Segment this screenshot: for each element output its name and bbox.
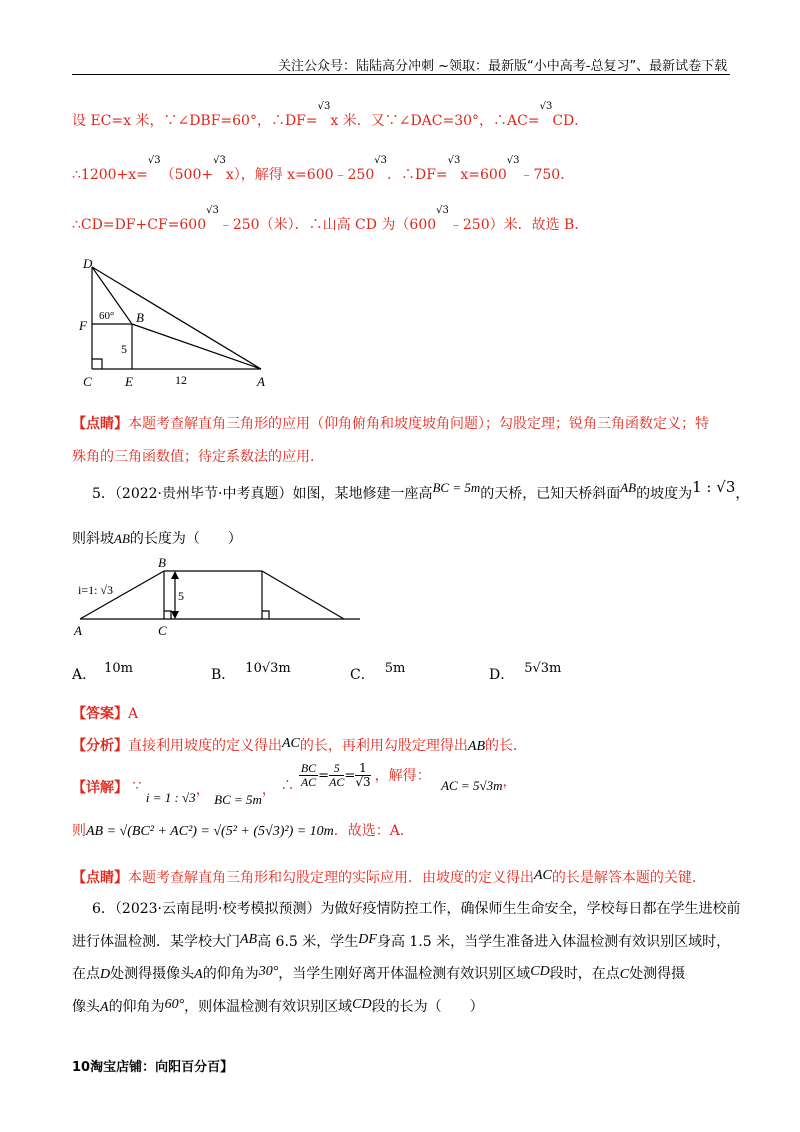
- math: AC = 5√3m: [441, 777, 503, 793]
- label-B: B: [158, 555, 166, 570]
- label-B: B: [136, 310, 144, 325]
- text: ∴CD=DF+CF=600: [72, 217, 207, 233]
- label-F: F: [79, 318, 87, 333]
- fenxi-line: [72, 735, 527, 755]
- xiangjie-line: 【详解】 ∵ i = 1 : √3， BC = 5m， ∴ $\frac{BC}{AC}$ = $\frac{5}{AC}$ = $\frac{1}{√3}$ ，解得： AC = 5√3m，: [72, 761, 517, 807]
- math: AB = √(BC² + AC²) = √(5² + (5√3)²) = 10m: [86, 824, 334, 839]
- right-angle-left: [164, 611, 171, 619]
- math: AB: [467, 739, 485, 754]
- dianjing-tag: 【点睛】: [72, 416, 128, 432]
- text: 则: [72, 823, 86, 839]
- q5-line1: 5．（2022·贵州毕节·中考真题）如图，某地修建一座高BC = 5m的天桥，已知天桥斜面AB的坡度为1 : √3，: [92, 478, 750, 502]
- option-letter: A．: [72, 667, 97, 683]
- therefore: ∴: [280, 777, 295, 794]
- footer: [72, 1056, 233, 1075]
- sqrt: √3: [506, 155, 520, 167]
- text: ．故选：A．: [333, 823, 414, 839]
- option-letter: C．: [350, 667, 375, 683]
- sqrt: √3: [213, 155, 226, 167]
- text: x=600: [460, 167, 507, 183]
- question-number: 6．: [92, 901, 115, 917]
- label-EA: 12: [175, 373, 187, 387]
- option-b[interactable]: [211, 661, 291, 684]
- option-value: 10√3m: [245, 661, 291, 676]
- label-E: E: [125, 374, 133, 389]
- q5-line2: [72, 528, 242, 548]
- arrow-head-up: [171, 571, 179, 579]
- math: AB: [114, 531, 130, 546]
- text: CD．: [552, 113, 589, 129]
- xiangjie-tag: 【详解】: [72, 779, 128, 796]
- text: x 米．又∵∠DAC=30°，∴AC=: [330, 113, 540, 129]
- shop-text: 淘宝店铺：向阳百分百】: [90, 1060, 234, 1075]
- text: 设 EC=x 米，∵∠DBF=60°，∴DF=: [72, 113, 318, 129]
- because: ∵: [132, 777, 142, 794]
- page-number: 10: [72, 1060, 91, 1075]
- text: ∴1200+x=: [72, 167, 148, 183]
- figure-mountain: [75, 252, 275, 392]
- q6-line2: 进行体温检测．某学校大门AB高 6.5 米，学生DF身高 1.5 米，当学生准备进入体温检测有效识别区域时，: [72, 932, 731, 950]
- figure-bridge: [72, 552, 362, 638]
- math: 1 : √3: [692, 478, 736, 496]
- fraction: $\frac{1}{√3}$: [355, 761, 371, 789]
- label-A: A: [74, 623, 82, 638]
- sqrt: √3: [317, 101, 331, 113]
- fraction: $\frac{BC}{AC}$: [300, 761, 317, 789]
- solution-line-2: [72, 155, 575, 184]
- solution-line-1: [72, 101, 589, 130]
- text: x），解得 x=600﹣250: [225, 167, 375, 183]
- solution-line-3: [72, 205, 589, 234]
- text: ，解得：: [374, 767, 431, 784]
- right-angle-right: [262, 611, 269, 619]
- option-d[interactable]: [489, 661, 562, 684]
- math: AC: [534, 868, 552, 883]
- text: ﹣250（米）．∴山高 CD 为（600: [218, 217, 437, 233]
- right-angle-mark: [92, 359, 102, 369]
- label-A: A: [257, 374, 265, 389]
- text: ﹣750．: [519, 167, 575, 183]
- text: （500+: [160, 167, 214, 183]
- sqrt: √3: [447, 155, 461, 167]
- text: 的坡度为: [636, 486, 693, 502]
- text: （2022·贵州毕节·中考真题）如图，某地修建一座高: [114, 486, 433, 502]
- dianjing-text: 本题考查解直角三角形的应用（仰角俯角和坡度坡角问题）；勾股定理；锐角三角函数定义；特: [128, 416, 709, 432]
- option-c[interactable]: [350, 661, 406, 684]
- text: 的长度为（ ）: [129, 531, 242, 547]
- dianjing-2-line: [72, 867, 706, 887]
- text: 的天桥，已知天桥斜面: [480, 486, 621, 502]
- header-rule: [72, 74, 730, 75]
- option-letter: B．: [211, 667, 236, 683]
- dianjing-tag: 【点睛】: [72, 870, 128, 886]
- text: ．∴DF=: [386, 167, 448, 183]
- ramp-right: [262, 571, 344, 619]
- fenxi-tag: 【分析】: [72, 738, 128, 754]
- label-BE: 5: [121, 342, 127, 356]
- answer-tag: 【答案】: [72, 706, 128, 722]
- math: AC: [282, 736, 300, 751]
- header-text: 关注公众号：陆陆高分冲刺 ~领取：最新版“小中高考-总复习”、最新试卷下载: [278, 59, 728, 74]
- math: i = 1 : √3: [145, 789, 196, 805]
- sqrt: √3: [147, 155, 161, 167]
- option-a[interactable]: [72, 661, 133, 684]
- text: （2023·云南昆明·校考模拟预测）为做好疫情防控工作，确保师生生命安全，学校每日都在学生进校前: [114, 901, 741, 917]
- sqrt: √3: [539, 101, 553, 113]
- q6-line4: 像头A的仰角为60°，则体温检测有效识别区域CD段的长为（ ）: [72, 997, 484, 1015]
- text: 的长．: [485, 738, 527, 754]
- label-angle: 60°: [99, 310, 115, 322]
- answer-value: A: [128, 706, 139, 722]
- math: AB: [620, 480, 637, 495]
- question-number: 5．: [92, 486, 115, 502]
- sqrt: √3: [436, 205, 449, 217]
- text: 本题考查解直角三角形和勾股定理的实际应用．由坡度的定义得出: [128, 870, 534, 886]
- label-slope: i=1: √3: [78, 583, 114, 597]
- arrow-head-down: [171, 611, 179, 619]
- option-value: 5m: [384, 661, 406, 676]
- label-C: C: [83, 374, 92, 389]
- math: BC = 5m: [214, 791, 262, 807]
- option-value: 10m: [104, 661, 133, 676]
- text: 则斜坡: [72, 531, 114, 547]
- dianjing-1-line1: [72, 413, 709, 433]
- label-height: 5: [178, 589, 184, 603]
- text: 直接利用坡度的定义得出: [128, 738, 282, 754]
- option-value: 5√3m: [524, 661, 562, 676]
- text: 的长，再利用勾股定理得出: [299, 738, 468, 754]
- fraction: $\frac{5}{AC}$: [329, 761, 345, 789]
- text: ﹣250）米．故选 B．: [448, 217, 589, 233]
- q6-line1: [92, 898, 740, 918]
- label-C: C: [158, 623, 167, 638]
- q6-line3: 在点D处测得摄像头A的仰角为30°，当学生刚好离开体温检测有效识别区域CD段时，在点C处测得摄: [72, 964, 686, 982]
- line-DA: [92, 267, 261, 369]
- label-D: D: [83, 256, 93, 271]
- sqrt: √3: [206, 205, 219, 217]
- xiangjie-line2: [72, 820, 414, 840]
- math: BC = 5m: [432, 480, 481, 495]
- text: 的长是解答本题的关键．: [551, 870, 706, 886]
- sqrt: √3: [374, 155, 387, 167]
- dianjing-1-line2: 殊角的三角函数值；待定系数法的应用．: [72, 449, 324, 465]
- answer-line: [72, 703, 138, 723]
- option-letter: D．: [489, 667, 515, 683]
